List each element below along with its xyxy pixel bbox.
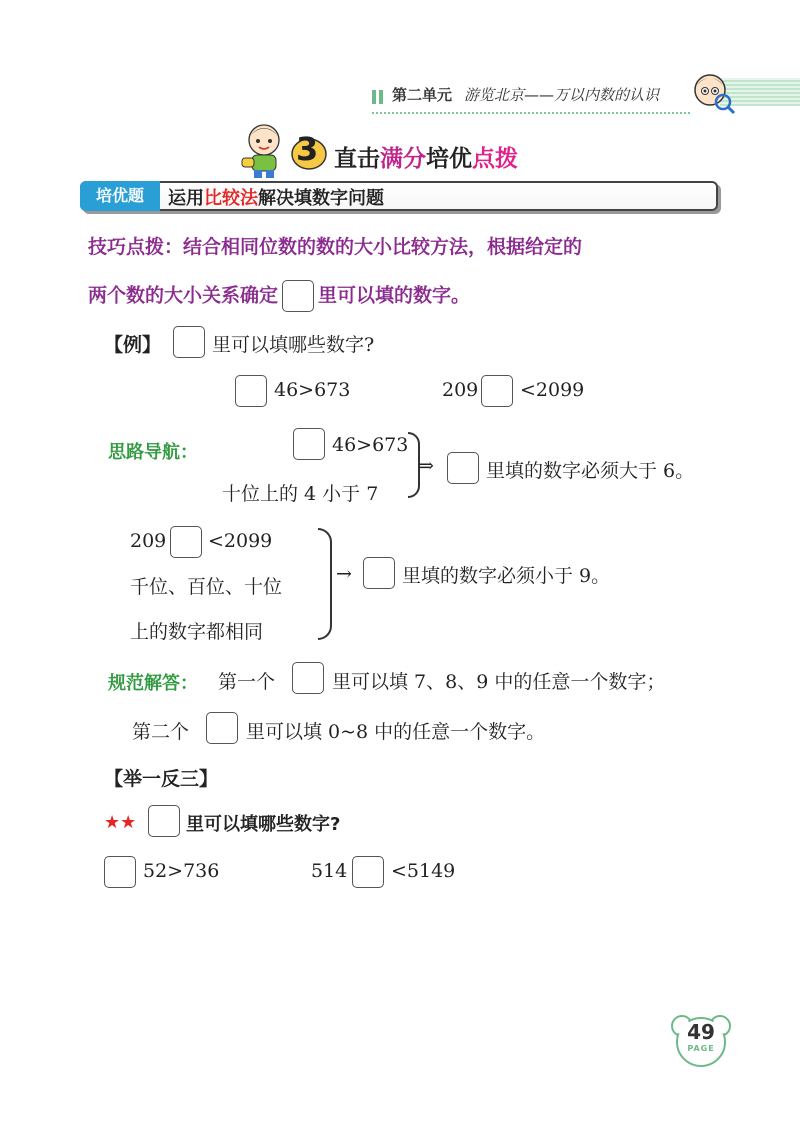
answer-line1-after: 里可以填 7、8、9 中的任意一个数字； xyxy=(332,671,666,693)
practice-expr2-after: <5149 xyxy=(391,860,456,882)
example-expr2-after: <2099 xyxy=(520,379,585,401)
practice-blank-box xyxy=(148,805,180,837)
practice-question: 里可以填哪些数字? xyxy=(186,814,341,835)
example-label: 【例】 xyxy=(104,334,162,356)
analysis-b-arrow: → xyxy=(336,563,352,585)
header-divider xyxy=(372,112,690,114)
analysis-b-line3: 上的数字都相同 xyxy=(130,621,264,643)
analysis-b-result-box xyxy=(363,557,395,589)
tip-line2-before: 两个数的大小关系确定 xyxy=(88,284,279,307)
example-expr1-box xyxy=(235,375,267,407)
title-part1: 直击 xyxy=(334,146,380,172)
answer-line1-box xyxy=(292,662,324,694)
answer-line1-before: 第一个 xyxy=(218,671,276,693)
header-subtitle: 游览北京——万以内数的认识 xyxy=(464,86,660,104)
analysis-a-result: 里填的数字必须大于 6。 xyxy=(486,460,695,482)
topic-tag: 培优题 xyxy=(80,181,160,211)
analysis-b-brace xyxy=(318,528,332,640)
analysis-a-line1: 46>673 xyxy=(332,434,409,456)
analysis-a-result-box xyxy=(447,452,479,484)
analysis-b-line2: 千位、百位、十位 xyxy=(130,576,283,598)
practice-expr1-box xyxy=(104,856,136,888)
page-label: PAGE xyxy=(687,1044,715,1053)
example-question: 里可以填哪些数字? xyxy=(212,334,375,356)
page-title xyxy=(334,140,518,173)
example-expr1: 46>673 xyxy=(274,379,351,401)
topic-text-highlight: 比较法 xyxy=(204,188,258,209)
blank-box xyxy=(282,280,314,312)
difficulty-stars-icon: ★★ xyxy=(104,812,137,833)
example-expr2-box xyxy=(481,375,513,407)
section-number: 3 xyxy=(296,130,319,168)
practice-expr2-box xyxy=(352,856,384,888)
analysis-a-arrow: ⇒ xyxy=(418,455,434,477)
header-title xyxy=(392,84,659,105)
practice-expr2-before: 514 xyxy=(311,860,348,882)
mascot-boy-icon xyxy=(238,120,290,180)
header-bar-left xyxy=(372,90,376,104)
practice-label: 【举一反三】 xyxy=(104,768,219,790)
tip-line2 xyxy=(88,280,470,312)
topic-text-after: 解决填数字问题 xyxy=(258,188,384,209)
tip-line2-after: 里可以填的数字。 xyxy=(318,284,471,307)
topic-text-before: 运用 xyxy=(168,188,204,209)
title-part2: 满分 xyxy=(380,146,426,172)
answer-line2-before: 第二个 xyxy=(132,721,190,743)
example-blank-box xyxy=(173,326,205,358)
analysis-b-result: 里填的数字必须小于 9。 xyxy=(402,565,611,587)
answer-label: 规范解答： xyxy=(108,673,198,694)
analysis-b-box xyxy=(170,526,202,558)
practice-expr1: 52>736 xyxy=(143,860,220,882)
header-bar-right xyxy=(379,90,383,104)
example-expr2-before: 209 xyxy=(442,379,479,401)
topic-text xyxy=(168,184,384,210)
analysis-label: 思路导航： xyxy=(108,442,198,463)
analysis-b-line1-after: <2099 xyxy=(208,530,273,552)
page-number: 49 xyxy=(687,1020,715,1044)
title-part4: 点拨 xyxy=(472,146,518,172)
answer-line2-after: 里可以填 0~8 中的任意一个数字。 xyxy=(246,721,546,743)
analysis-a-line2: 十位上的 4 小于 7 xyxy=(222,483,379,505)
title-part3: 培优 xyxy=(426,146,472,172)
header-unit: 第二单元 xyxy=(392,86,453,104)
tip-line1: 技巧点拨：结合相同位数的数的大小比较方法，根据给定的 xyxy=(88,236,583,258)
answer-line2-box xyxy=(206,712,238,744)
analysis-a-box xyxy=(293,428,325,460)
analysis-b-line1-before: 209 xyxy=(130,530,167,552)
magnifier-kid-icon xyxy=(690,70,736,116)
